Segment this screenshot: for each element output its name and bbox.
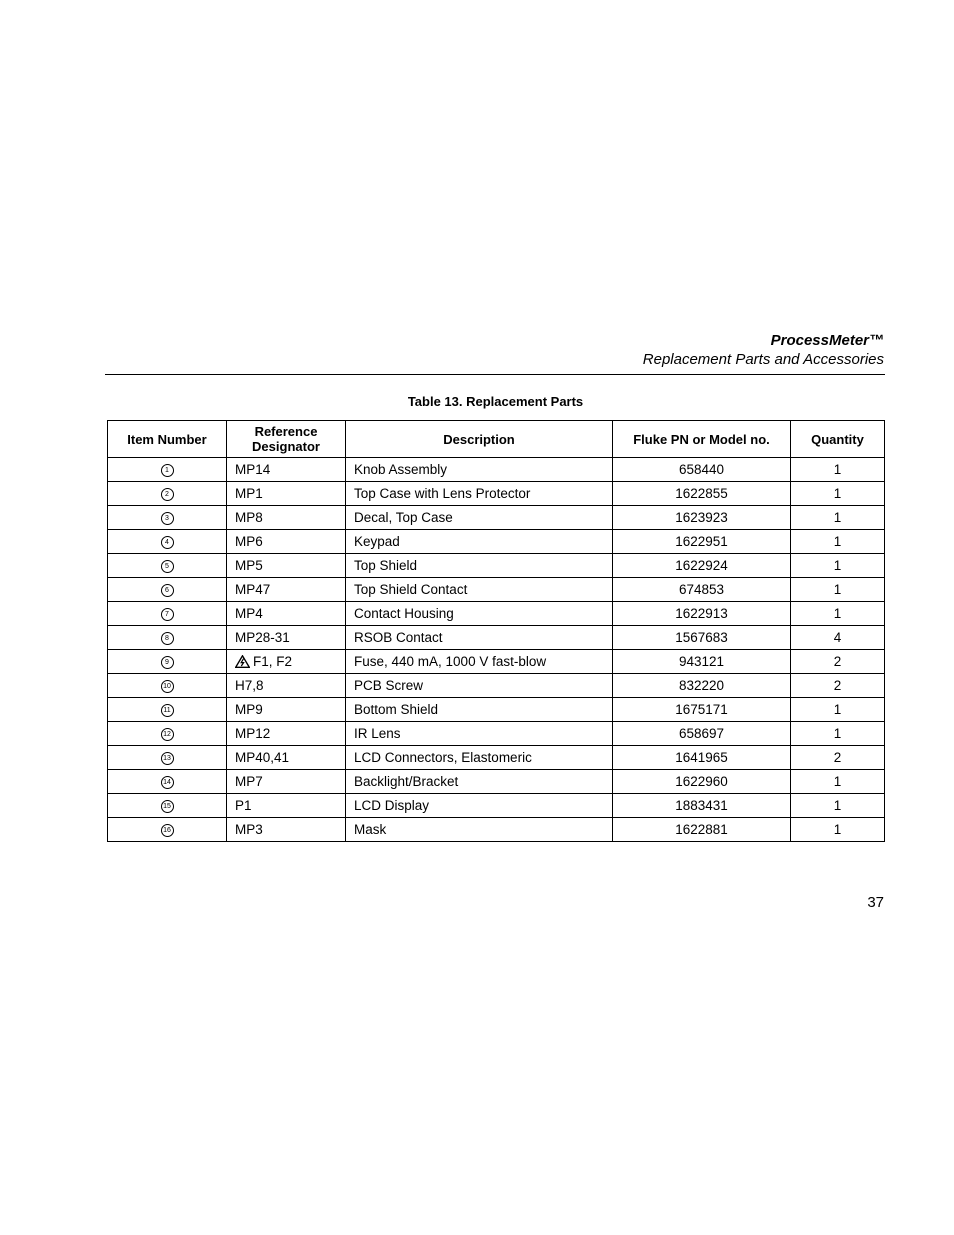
part-number-cell: 943121: [613, 650, 791, 674]
part-number-cell: 1623923: [613, 506, 791, 530]
circled-item-number: 8: [161, 632, 174, 645]
reference-designator-cell: [227, 530, 346, 554]
reference-designator: MP1: [235, 486, 263, 501]
circled-item-number: 14: [161, 776, 174, 789]
table-row: [108, 794, 885, 818]
item-number-cell: [108, 554, 227, 578]
item-number-cell: [108, 674, 227, 698]
reference-designator: MP28-31: [235, 630, 290, 645]
reference-designator-cell: [227, 794, 346, 818]
reference-designator-cell: [227, 818, 346, 842]
circled-item-number: 15: [161, 800, 174, 813]
replacement-parts-table: [107, 420, 885, 842]
quantity-cell: 1: [791, 554, 885, 578]
reference-designator-cell: [227, 722, 346, 746]
item-number-cell: [108, 818, 227, 842]
circled-item-number: 1: [161, 464, 174, 477]
reference-designator-cell: [227, 458, 346, 482]
table-row: [108, 674, 885, 698]
description-cell: Top Shield: [346, 554, 613, 578]
item-number-cell: [108, 578, 227, 602]
quantity-cell: 1: [791, 794, 885, 818]
description-cell: Decal, Top Case: [346, 506, 613, 530]
part-number-cell: 1883431: [613, 794, 791, 818]
reference-designator: MP3: [235, 822, 263, 837]
quantity-cell: 1: [791, 722, 885, 746]
item-number-cell: [108, 722, 227, 746]
part-number-cell: 658440: [613, 458, 791, 482]
reference-designator: MP9: [235, 702, 263, 717]
table-row: [108, 770, 885, 794]
part-number-cell: 1622881: [613, 818, 791, 842]
item-number-cell: [108, 482, 227, 506]
reference-designator-cell: [227, 746, 346, 770]
reference-designator-cell: [227, 602, 346, 626]
section-title: Replacement Parts and Accessories: [642, 351, 884, 368]
table-body: [108, 458, 885, 842]
quantity-cell: 2: [791, 746, 885, 770]
description-cell: PCB Screw: [346, 674, 613, 698]
reference-designator-cell: [227, 674, 346, 698]
column-header-quantity: Quantity: [791, 421, 885, 458]
table-row: [108, 578, 885, 602]
description-cell: Mask: [346, 818, 613, 842]
part-number-cell: 1622855: [613, 482, 791, 506]
part-number-cell: 658697: [613, 722, 791, 746]
header-divider: [105, 374, 885, 375]
description-cell: IR Lens: [346, 722, 613, 746]
reference-designator: MP7: [235, 774, 263, 789]
circled-item-number: 9: [161, 656, 174, 669]
part-number-cell: 832220: [613, 674, 791, 698]
circled-item-number: 10: [161, 680, 174, 693]
reference-designator-cell: [227, 554, 346, 578]
reference-designator-cell: [227, 698, 346, 722]
item-number-cell: [108, 602, 227, 626]
part-number-cell: 1567683: [613, 626, 791, 650]
description-cell: Bottom Shield: [346, 698, 613, 722]
description-cell: LCD Connectors, Elastomeric: [346, 746, 613, 770]
reference-designator: MP47: [235, 582, 271, 597]
circled-item-number: 2: [161, 488, 174, 501]
circled-item-number: 7: [161, 608, 174, 621]
column-header-part-number: Fluke PN or Model no.: [613, 421, 791, 458]
warning-triangle-icon: [235, 655, 250, 668]
reference-designator-cell: [227, 770, 346, 794]
table-header-row: [108, 421, 885, 458]
part-number-cell: 1622913: [613, 602, 791, 626]
description-cell: Contact Housing: [346, 602, 613, 626]
document-title: ProcessMeter™: [770, 332, 884, 349]
quantity-cell: 2: [791, 674, 885, 698]
table-row: [108, 818, 885, 842]
part-number-cell: 1622924: [613, 554, 791, 578]
item-number-cell: [108, 458, 227, 482]
reference-designator: MP4: [235, 606, 263, 621]
reference-designator: MP8: [235, 510, 263, 525]
column-header-reference-designator: Reference Designator: [227, 421, 346, 458]
circled-item-number: 5: [161, 560, 174, 573]
item-number-cell: [108, 626, 227, 650]
reference-designator-cell: [227, 578, 346, 602]
reference-designator: MP5: [235, 558, 263, 573]
reference-designator: MP14: [235, 462, 271, 477]
circled-item-number: 11: [161, 704, 174, 717]
circled-item-number: 12: [161, 728, 174, 741]
reference-designator: P1: [235, 798, 252, 813]
part-number-cell: 674853: [613, 578, 791, 602]
item-number-cell: [108, 746, 227, 770]
quantity-cell: 1: [791, 530, 885, 554]
table-row: [108, 482, 885, 506]
table-row: [108, 458, 885, 482]
item-number-cell: [108, 506, 227, 530]
item-number-cell: [108, 698, 227, 722]
reference-designator: H7,8: [235, 678, 264, 693]
table-row: [108, 530, 885, 554]
quantity-cell: 1: [791, 602, 885, 626]
reference-designator: F1, F2: [253, 654, 293, 669]
quantity-cell: 1: [791, 482, 885, 506]
part-number-cell: 1641965: [613, 746, 791, 770]
reference-designator-cell: [227, 506, 346, 530]
reference-designator: MP6: [235, 534, 263, 549]
description-cell: Knob Assembly: [346, 458, 613, 482]
table-row: [108, 626, 885, 650]
quantity-cell: 1: [791, 698, 885, 722]
table-row: [108, 602, 885, 626]
circled-item-number: 4: [161, 536, 174, 549]
column-header-description: Description: [346, 421, 613, 458]
table-row: [108, 722, 885, 746]
table-row: [108, 650, 885, 674]
table-row: [108, 698, 885, 722]
quantity-cell: 2: [791, 650, 885, 674]
circled-item-number: 13: [161, 752, 174, 765]
description-cell: LCD Display: [346, 794, 613, 818]
reference-designator-cell: [227, 626, 346, 650]
part-number-cell: 1622960: [613, 770, 791, 794]
item-number-cell: [108, 794, 227, 818]
item-number-cell: [108, 650, 227, 674]
description-cell: Top Case with Lens Protector: [346, 482, 613, 506]
quantity-cell: 1: [791, 578, 885, 602]
description-cell: RSOB Contact: [346, 626, 613, 650]
item-number-cell: [108, 530, 227, 554]
table-row: [108, 506, 885, 530]
table-caption: Table 13. Replacement Parts: [407, 394, 584, 409]
page-number: 37: [867, 894, 884, 911]
circled-item-number: 6: [161, 584, 174, 597]
quantity-cell: 4: [791, 626, 885, 650]
description-cell: Keypad: [346, 530, 613, 554]
quantity-cell: 1: [791, 818, 885, 842]
table-row: [108, 746, 885, 770]
description-cell: Top Shield Contact: [346, 578, 613, 602]
reference-designator-cell: [227, 650, 346, 674]
part-number-cell: 1675171: [613, 698, 791, 722]
reference-designator: MP40,41: [235, 750, 290, 765]
description-cell: Backlight/Bracket: [346, 770, 613, 794]
part-number-cell: 1622951: [613, 530, 791, 554]
table-row: [108, 554, 885, 578]
circled-item-number: 3: [161, 512, 174, 525]
column-header-item-number: Item Number: [108, 421, 227, 458]
reference-designator: MP12: [235, 726, 271, 741]
running-header: [643, 332, 884, 369]
item-number-cell: [108, 770, 227, 794]
circled-item-number: 16: [161, 824, 174, 837]
quantity-cell: 1: [791, 458, 885, 482]
reference-designator-cell: [227, 482, 346, 506]
description-cell: Fuse, 440 mA, 1000 V fast-blow: [346, 650, 613, 674]
quantity-cell: 1: [791, 770, 885, 794]
quantity-cell: 1: [791, 506, 885, 530]
